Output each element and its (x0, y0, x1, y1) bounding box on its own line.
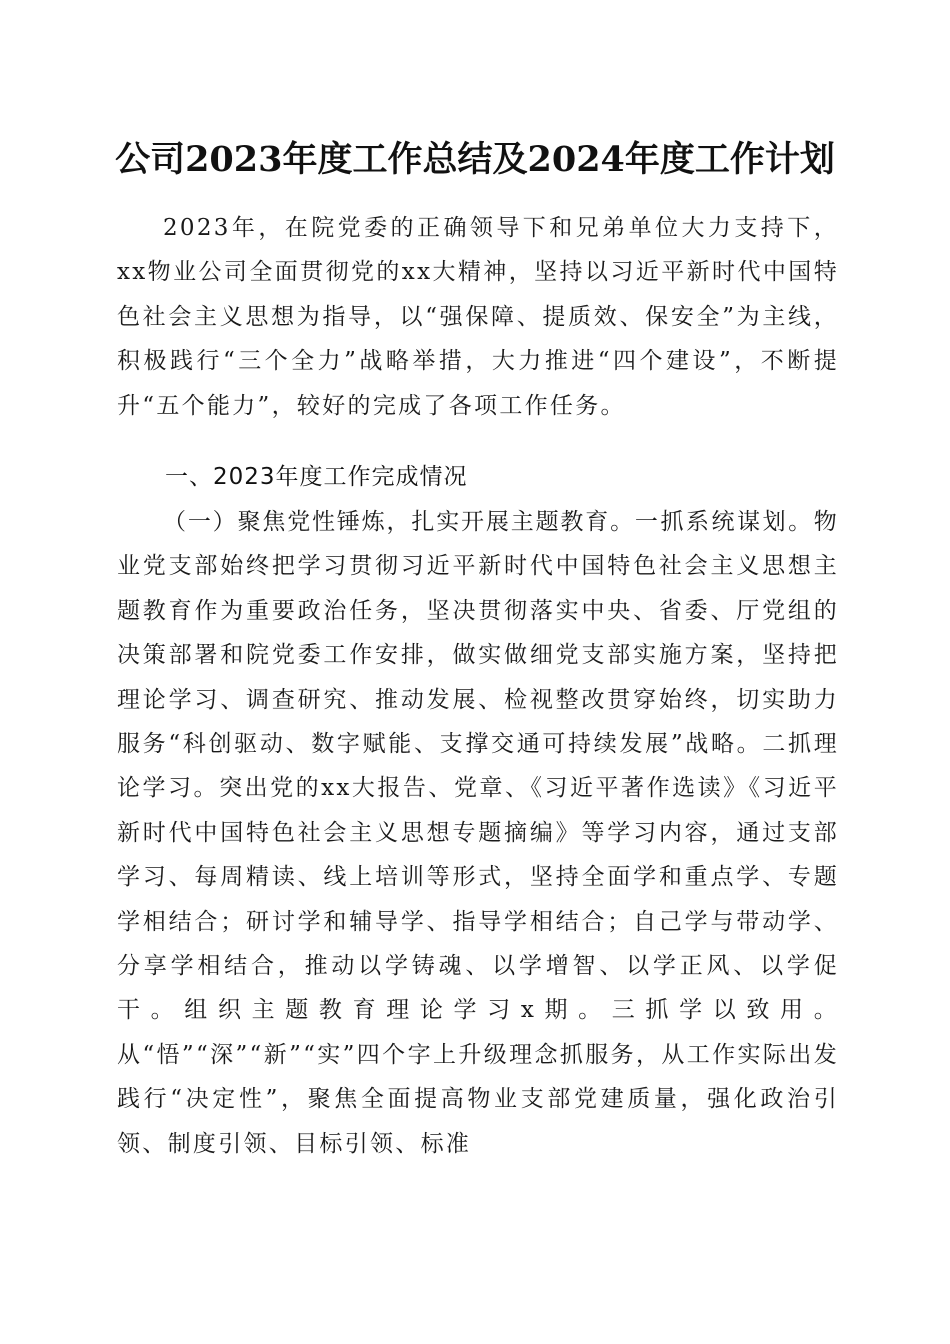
document-title: 公司2023年度工作总结及2024年度工作计划 (115, 139, 835, 180)
subsection-body: 一抓系统谋划。物业党支部始终把学习贯彻习近平新时代中国特色社会主义思想主题教育作为重要政治任务，坚决贯彻落实中央、省委、厅党组的决策部署和院党委工作安排，做实做细党支部实施方案，坚持把理论学习、调查研究、推动发展、检视整改贯穿始终，切实助力服务“科创驱动、数字赋能、支撑交通可持续发展”战略。二抓理论学习。突出党的xx大报告、党章、《习近平著作选读》《习近平新时代中国特色社会主义思想专题摘编》等学习内容，通过支部学习、每周精读、线上培训等形式，坚持全面学和重点学、专题学相结合；研讨学和辅导学、指导学相结合；自己学与带动学、分享学相结合，推动以学铸魂、以学增智、以学正风、以学促干。组织主题教育理论学习x期。三抓学以致用。从“悟”“深”“新”“实”四个字上升级理念抓服务，从工作实际出发践行“决定性”，聚焦全面提高物业支部党建质量，强化政治引领、制度引领、目标引领、标准 (117, 509, 839, 1157)
section-paragraph-block (117, 500, 839, 1166)
intro-paragraph: 2023年，在院党委的正确领导下和兄弟单位大力支持下，xx物业公司全面贯彻党的xx大精神，坚持以习近平新时代中国特色社会主义思想为指导，以“强保障、提质效、保安全”为主线，积极践行“三个全力”战略举措，大力推进“四个建设”，不断提升“五个能力”，较好的完成了各项工作任务。 (117, 215, 839, 419)
subsection-lead: （一）聚焦党性锤炼，扎实开展主题教育。 (163, 509, 635, 535)
section-heading: 一、2023年度工作完成情况 (165, 464, 468, 490)
intro-paragraph-block (117, 206, 839, 428)
section-paragraph (117, 500, 839, 1166)
